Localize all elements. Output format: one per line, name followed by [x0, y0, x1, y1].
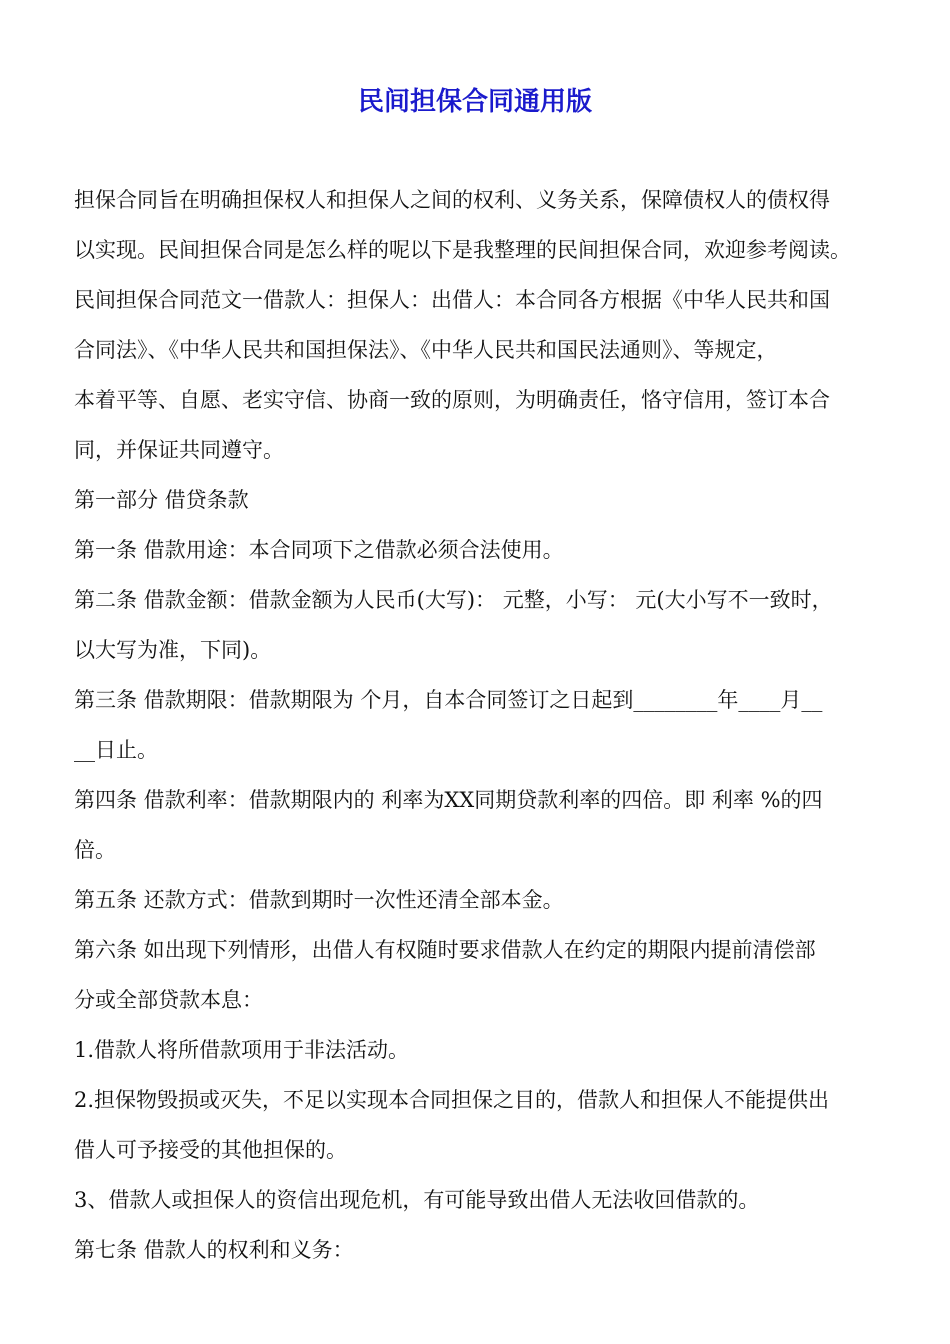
list-item: 借人可予接受的其他担保的。	[74, 1138, 347, 1162]
list-item: 2.担保物毁损或灭失，不足以实现本合同担保之目的，借款人和担保人不能提供出	[74, 1088, 830, 1112]
body-line: 合同法》、《中华人民共和国担保法》、《中华人民共和国民法通则》、等规定，	[74, 338, 778, 362]
article-line: 第五条 还款方式：借款到期时一次性还清全部本金。	[74, 888, 564, 912]
article-line: 第一条 借款用途：本合同项下之借款必须合法使用。	[74, 538, 564, 562]
article-line: 以大写为准，下同)。	[74, 638, 272, 662]
section-heading: 第一部分 借贷条款	[74, 488, 249, 512]
article-line: __日止。	[74, 738, 158, 762]
body-line: 本着平等、自愿、老实守信、协商一致的原则，为明确责任，恪守信用，签订本合	[74, 388, 830, 412]
article-line: 第二条 借款金额：借款金额为人民币(大写)： 元整，小写： 元(大小写不一致时，	[74, 588, 833, 612]
article-line: 第四条 借款利率：借款期限内的 利率为XX同期贷款利率的四倍。即 利率 %的四	[74, 788, 823, 812]
document-body	[74, 180, 886, 1280]
body-line: 以实现。民间担保合同是怎么样的呢以下是我整理的民间担保合同，欢迎参考阅读。	[74, 238, 851, 262]
article-line: 分或全部贷款本息：	[74, 988, 263, 1012]
article-line: 第七条 借款人的权利和义务：	[74, 1238, 354, 1262]
body-line: 担保合同旨在明确担保权人和担保人之间的权利、义务关系，保障债权人的债权得	[74, 188, 830, 212]
list-item: 3、借款人或担保人的资信出现危机，有可能导致出借人无法收回借款的。	[74, 1188, 760, 1212]
list-item: 1.借款人将所借款项用于非法活动。	[74, 1038, 410, 1062]
body-line: 民间担保合同范文一借款人：担保人：出借人：本合同各方根据《中华人民共和国	[74, 288, 830, 312]
article-line: 第三条 借款期限：借款期限为 个月，自本合同签订之日起到________年____月__	[74, 688, 823, 712]
body-line: 同，并保证共同遵守。	[74, 438, 284, 462]
article-line: 第六条 如出现下列情形，出借人有权随时要求借款人在约定的期限内提前清偿部	[74, 938, 816, 962]
document-title: 民间担保合同通用版	[357, 87, 592, 117]
article-line: 倍。	[74, 838, 116, 862]
